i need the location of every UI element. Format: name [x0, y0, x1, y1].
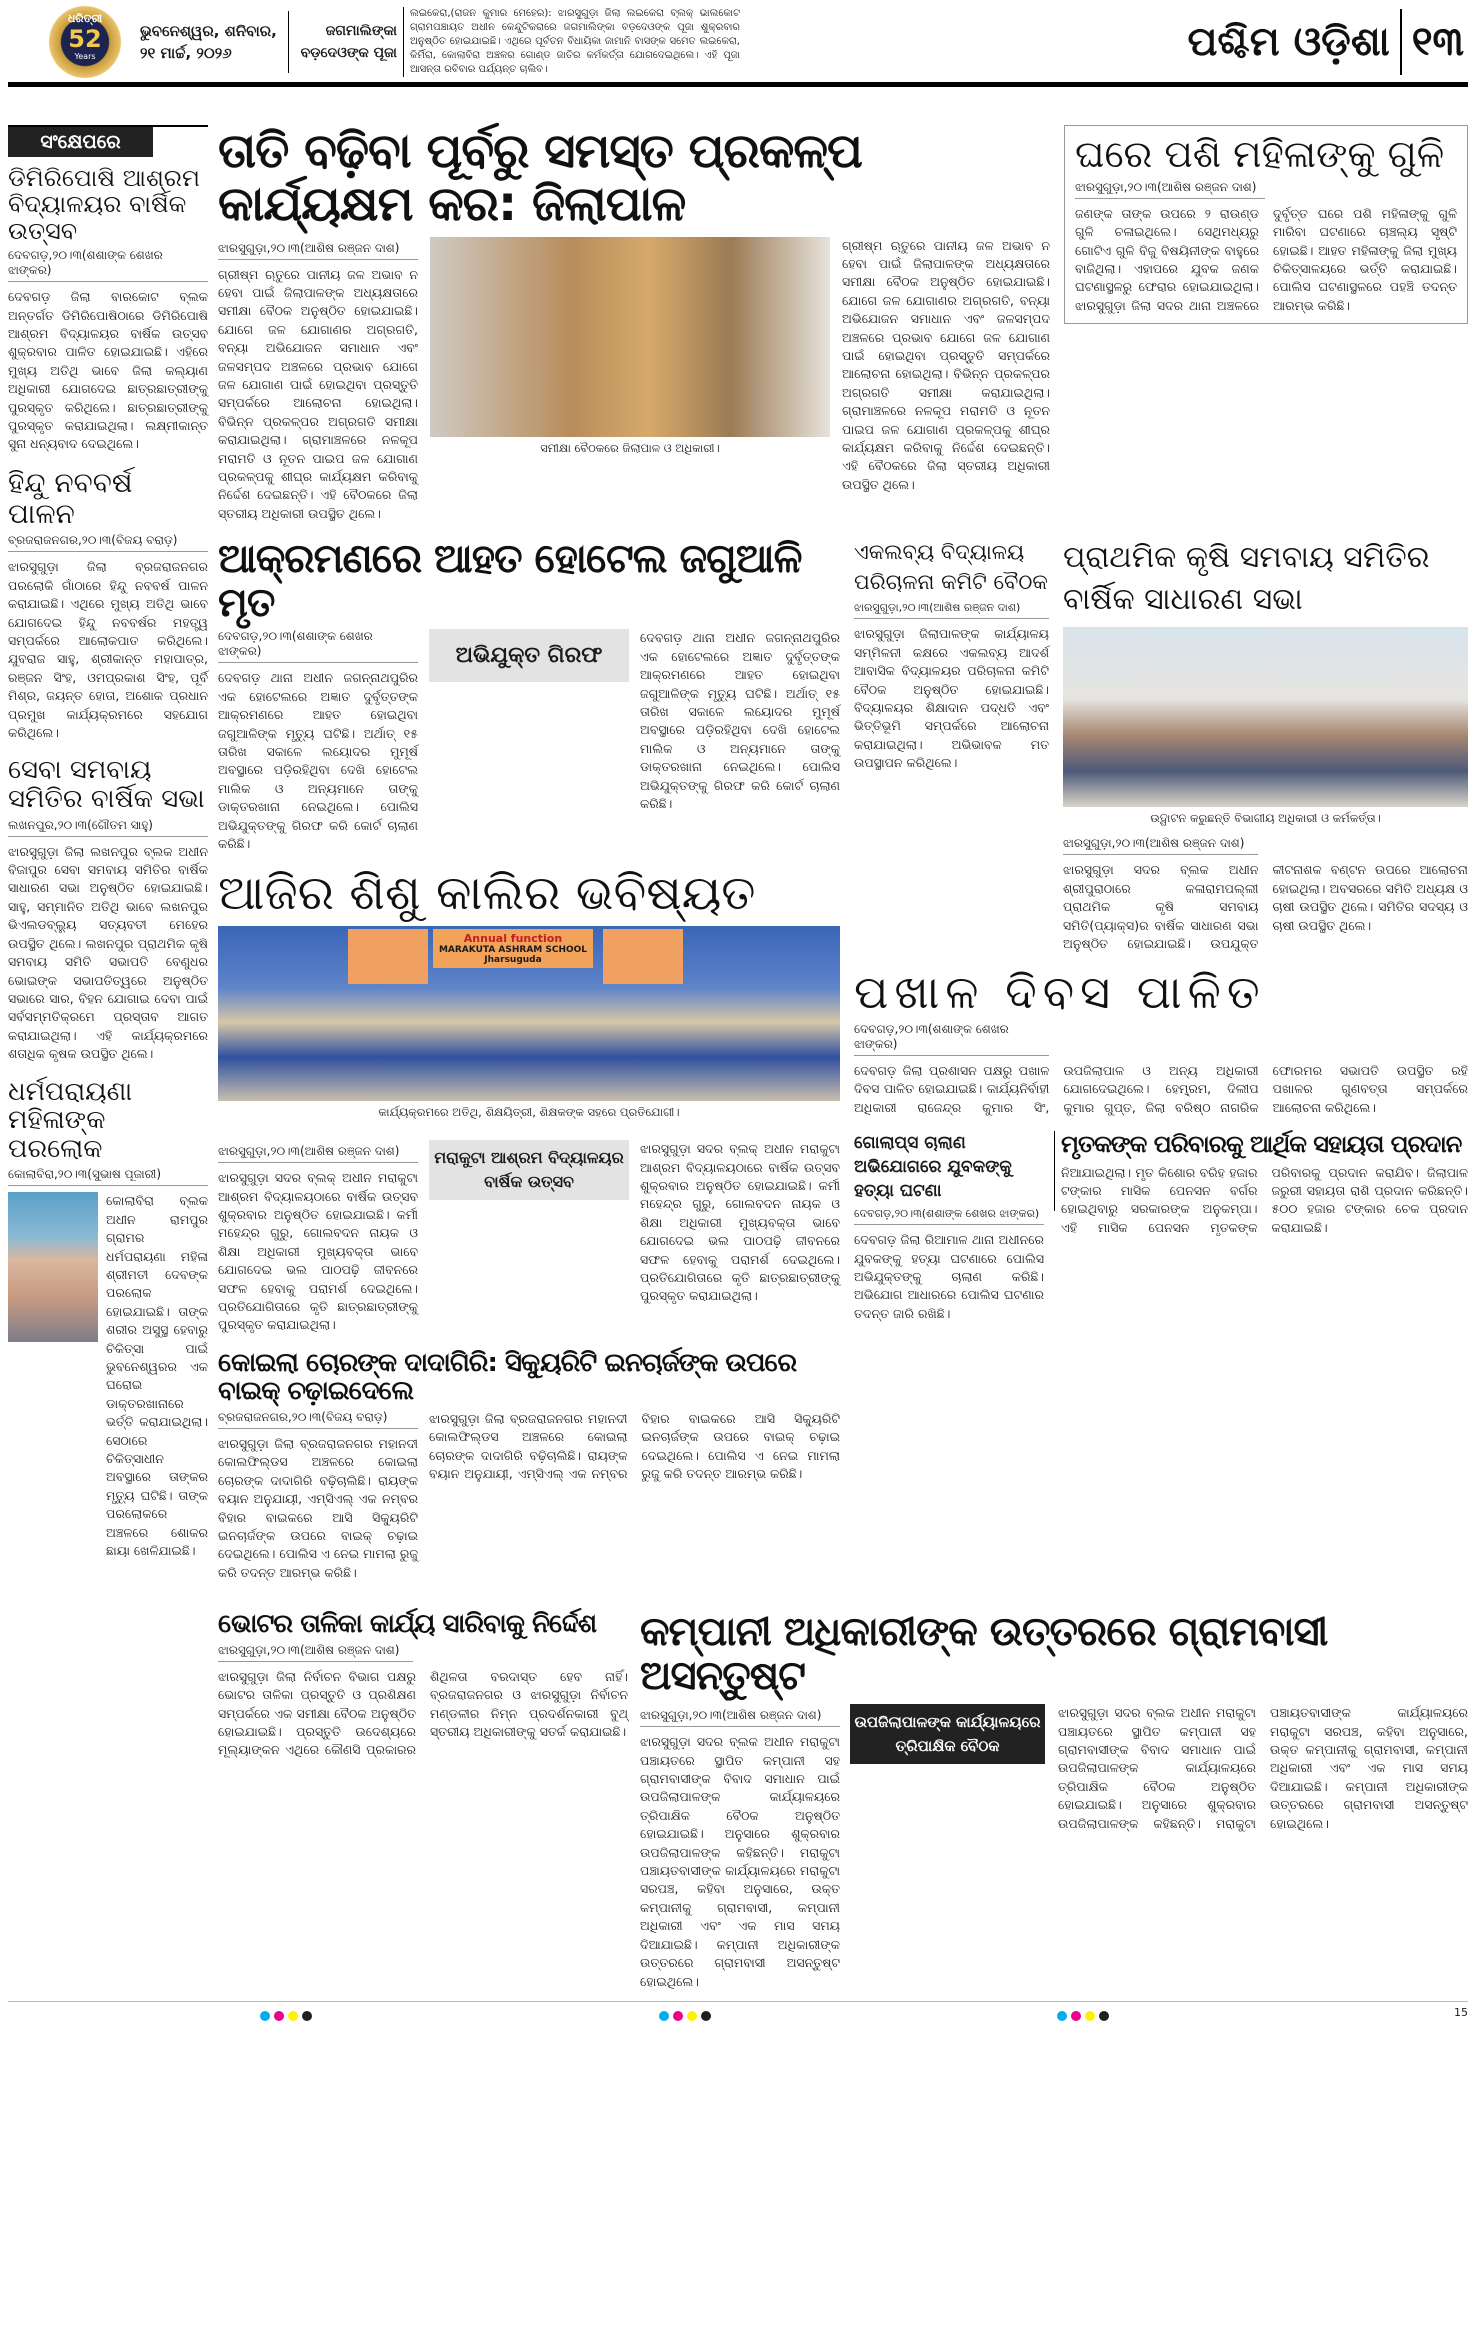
page-number: 15: [1453, 2005, 1468, 2019]
voter-headline: ଭୋଟର ତାଳିକା କାର୍ଯ୍ୟ ସାରିବାକୁ ନିର୍ଦ୍ଦେଶ: [218, 1609, 597, 1640]
aid-article: [1061, 1131, 1468, 1237]
lead-photo: [430, 237, 830, 437]
brief-headline-3: ସେବା ସମବାୟ ସମିତିର ବାର୍ଷିକ ସଭା: [8, 755, 205, 815]
pakhala-headline: ପଖାଳ ଦିବସ ପାଳିତ: [854, 965, 1266, 1020]
article-body: ଝାରସୁଗୁଡ଼ା ଜିଲା ବ୍ରଜରାଜନଗର ମହାନଦୀ କୋଲଫିଲ୍ଡସ ଅଞ୍ଚଳରେ କୋଇଲା ଚୋରଙ୍କ ଦାଦାଗିରି ବଢ଼ିଚାଲିଛି। ରାୟଙ୍କ ବୟାନ ଅନୁଯାୟୀ, ଏମ୍ସିଏଲ୍ ଏକ ନମ୍ବର ବିହାର ବାଇକରେ ଆସି ସିକ୍ୟୁରିଟି ଇନଚାର୍ଜଙ୍କ ଉପରେ ବାଇକ୍ ଚଢ଼ାଇ ଦେଇଥିଲେ। ପୋଲିସ ଏ ନେଇ ମାମଲା ରୁଜୁ କରି ତଦନ୍ତ ଆରମ୍ଭ କରିଛି।: [429, 1410, 840, 1482]
obituary-photo: [8, 1192, 98, 1342]
color-registration-marks: [1055, 2006, 1111, 2025]
lead-article: ତାତି ବଢ଼ିବା ପୂର୍ବରୁ ସମସ୍ତ ପ୍ରକଳ୍ପ କାର୍ଯ୍ୟକ୍ଷମ କର: ଜିଲାପାଳ ଝାରସୁଗୁଡ଼ା,୨୦।୩(ଆଶିଷ ରଞ୍ଜନ ଦାଶ) ଗ୍ରୀଷ୍ମ ଋତୁରେ ପାନୀୟ ଜଳ ଅଭାବ ନ ହେବା ପାଇଁ ଜିଲାପାଳଙ୍କ ଅଧ୍ୟକ୍ଷତାରେ ସମୀକ୍ଷା ବୈଠକ ଅନୁଷ୍ଠିତ ହୋଇଯାଇଛି। ଯୋଗେ ଜଳ ଯୋଗାଣର ଅଗ୍ରଗତି, ବନ୍ୟା ଅଭିଯୋଜନ ସମାଧାନ ଏବଂ ଜଳସମ୍ପଦ ଅଞ୍ଚଳରେ ପ୍ରଭାବ ଯୋଗେ ଜଳ ଯୋଗାଣ ପାଇଁ ହୋଇଥିବା ପ୍ରସ୍ତୁତି ସମ୍ପର୍କରେ ଆଲୋଚନା ହୋଇଥିଲା। ବିଭିନ୍ନ ପ୍ରକଳ୍ପର ଅଗ୍ରଗତି ସମୀକ୍ଷା କରାଯାଇଥିଲା। ଗ୍ରାମାଞ୍ଚଳରେ ନଳକୂପ ମରାମତି ଓ ନୂତନ ପାଇପ ଜଳ ଯୋଗାଣ ପ୍ରକଳ୍ପକୁ ଶୀଘ୍ର କାର୍ଯ୍ୟକ୍ଷମ କରିବାକୁ ନିର୍ଦ୍ଦେଶ ଦେଇଛନ୍ତି। ଏହି ବୈଠକରେ ଜିଲା ସ୍ତରୀୟ ଅଧିକାରୀ ଉପସ୍ଥିତ ଥିଲେ। ସମୀକ୍ଷା ବୈଠକରେ ଜିଲାପାଳ ଓ ଅଧିକାରୀ। ଗ୍ରୀଷ୍ମ ଋତୁରେ ପାନୀୟ ଜଳ ଅଭାବ ନ ହେବା ପାଇଁ ଜିଲାପାଳଙ୍କ ଅଧ୍ୟକ୍ଷତାରେ ସମୀକ୍ଷା ବୈଠକ ଅନୁଷ୍ଠିତ ହୋଇଯାଇଛି। ଯୋଗେ ଜଳ ଯୋଗାଣର ଅଗ୍ରଗତି, ବନ୍ୟା ଅଭିଯୋଜନ ସମାଧାନ ଏବଂ ଜଳସମ୍ପଦ ଅଞ୍ଚଳରେ ପ୍ରଭାବ ଯୋଗେ ଜଳ ଯୋଗାଣ ପାଇଁ ହୋଇଥିବା ପ୍ରସ୍ତୁତି ସମ୍ପର୍କରେ ଆଲୋଚନା ହୋଇଥିଲା। ବିଭିନ୍ନ ପ୍ରକଳ୍ପର ଅଗ୍ରଗତି ସମୀକ୍ଷା କରାଯାଇଥିଲା। ଗ୍ରାମାଞ୍ଚଳରେ ନଳକୂପ ମରାମତି ଓ ନୂତନ ପାଇପ ଜଳ ଯୋଗାଣ ପ୍ରକଳ୍ପକୁ ଶୀଘ୍ର କାର୍ଯ୍ୟକ୍ଷମ କରିବାକୁ ନିର୍ଦ୍ଦେଶ ଦେଇଛନ୍ତି। ଏହି ବୈଠକରେ ଜିଲା ସ୍ତରୀୟ ଅଧିକାରୀ ଉପସ୍ଥିତ ଥିଲେ।: [218, 125, 1050, 523]
article-body: କୋଲାବିରା ବ୍ଲକ ଅଧୀନ ରାମପୁର ଗ୍ରାମର ଧର୍ମପରାୟଣା ମହିଳା ଶ୍ରୀମତୀ ଦେବଙ୍କ ପରଲୋକ ହୋଇଯାଇଛି। ତାଙ୍କ ଶରୀର ଅସୁସ୍ଥ ହେବାରୁ ଚିକିତ୍ସା ପାଇଁ ଭୁବନେଶ୍ୱରର ଏକ ଘରୋଇ ଡାକ୍ତରଖାନାରେ ଭର୍ତ୍ତି କରାଯାଇଥିଲା। ସେଠାରେ ଚିକିତ୍ସାଧୀନ ଅବସ୍ଥାରେ ତାଙ୍କର ମୃତ୍ୟୁ ଘଟିଛି। ତାଙ୍କ ପରଲୋକରେ ଅଞ୍ଚଳରେ ଶୋକର ଛାୟା ଖେଳିଯାଇଛି।: [106, 1193, 208, 1559]
color-dot: [1057, 2011, 1067, 2021]
company-headline: କମ୍ପାନୀ ଅଧିକାରୀଙ୍କ ଉତ୍ତରରେ ଗ୍ରାମବାସୀ ଅସନ୍ତୁଷ୍ଟ: [640, 1609, 1328, 1700]
brief-headline-1: ଡିମିରିପୋଷି ଆଶ୍ରମ ବିଦ୍ୟାଳୟର ବାର୍ଷିକ ଉତ୍ସବ: [8, 164, 200, 245]
brief-article-1: ଡିମିରିପୋଷି ଆଶ୍ରମ ବିଦ୍ୟାଳୟର ବାର୍ଷିକ ଉତ୍ସବ ଦେବଗଡ଼,୨୦।୩(ଶଶାଙ୍କ ଶେଖର ଝାଙ୍କର) ଦେବଗଡ଼ ଜିଲା ବାରକୋଟ ବ୍ଲକ ଅନ୍ତର୍ଗତ ଡିମିରିପୋଷିଠାରେ ଡିମିରିପୋଷି ଆଶ୍ରମ ବିଦ୍ୟାଳୟର ବାର୍ଷିକ ଉତ୍ସବ ଶୁକ୍ରବାର ପାଳିତ ହୋଇଯାଇଛି। ଏହିରେ ମୁଖ୍ୟ ଅତିଥି ଭାବେ ଜିଲା କଲ୍ୟାଣ ଅଧିକାରୀ ଯୋଗଦେଇ ଛାତ୍ରଛାତ୍ରୀଙ୍କୁ ପୁରସ୍କୃତ କରିଥିଲେ। ଛାତ୍ରଛାତ୍ରୀଙ୍କୁ ପୁରସ୍କୃତ କରାଯାଇଥିଲା। ଲକ୍ଷ୍ମୀକାନ୍ତ ସୁନା ଧନ୍ୟବାଦ ଦେଇଥିଲେ।: [8, 165, 208, 454]
article-body: ଝାରସୁଗୁଡ଼ା ସଦର ବ୍ଲକ୍ ଅଧୀନ ମରାକୁଟା ଆଶ୍ରମ ବିଦ୍ୟାଳୟଠାରେ ବାର୍ଷିକ ଉତ୍ସବ ଶୁକ୍ରବାର ଅନୁଷ୍ଠିତ ହୋଇଯାଇଛି। କର୍ମୀ ମହେନ୍ଦ୍ର ଗୁରୁ, ଗୋଲବଦନ ନାୟକ ଓ ଶିକ୍ଷା ଅଧିକାରୀ ମୁଖ୍ୟବକ୍ତା ଭାବେ ଯୋଗଦେଇ ଭଲ ପାଠପଢ଼ି ଜୀବନରେ ସଫଳ ହେବାକୁ ପରାମର୍ଶ ଦେଇଥିଲେ। ପ୍ରତିଯୋଗିତାରେ କୃତି ଛାତ୍ରଛାତ୍ରୀଙ୍କୁ ପୁରସ୍କୃତ କରାଯାଇଥିଲା।: [218, 1170, 418, 1333]
color-registration-marks: [657, 2006, 713, 2025]
article-body: ଗ୍ରୀଷ୍ମ ଋତୁରେ ପାନୀୟ ଜଳ ଅଭାବ ନ ହେବା ପାଇଁ ଜିଲାପାଳଙ୍କ ଅଧ୍ୟକ୍ଷତାରେ ସମୀକ୍ଷା ବୈଠକ ଅନୁଷ୍ଠିତ ହୋଇଯାଇଛି। ଯୋଗେ ଜଳ ଯୋଗାଣର ଅଗ୍ରଗତି, ବନ୍ୟା ଅଭିଯୋଜନ ସମାଧାନ ଏବଂ ଜଳସମ୍ପଦ ଅଞ୍ଚଳରେ ପ୍ରଭାବ ଯୋଗେ ଜଳ ଯୋଗାଣ ପାଇଁ ହୋଇଥିବା ପ୍ରସ୍ତୁତି ସମ୍ପର୍କରେ ଆଲୋଚନା ହୋଇଥିଲା। ବିଭିନ୍ନ ପ୍ରକଳ୍ପର ଅଗ୍ରଗତି ସମୀକ୍ଷା କରାଯାଇଥିଲା। ଗ୍ରାମାଞ୍ଚଳରେ ନଳକୂପ ମରାମତି ଓ ନୂତନ ପାଇପ ଜଳ ଯୋଗାଣ ପ୍ରକଳ୍ପକୁ ଶୀଘ୍ର କାର୍ଯ୍ୟକ୍ଷମ କରିବାକୁ ନିର୍ଦ୍ଦେଶ ଦେଇଛନ୍ତି। ଏହି ବୈଠକରେ ଜିଲା ସ୍ତରୀୟ ଅଧିକାରୀ ଉପସ୍ଥିତ ଥିଲେ।: [218, 266, 418, 521]
eklavya-article: ଏକଲବ୍ୟ ବିଦ୍ୟାଳୟ ପରିଚାଳନା କମିଟି ବୈଠକ ଝାରସୁଗୁଡ଼ା,୨୦।୩(ଆଶିଷ ରଞ୍ଜନ ଦାଶ) ଝାରସୁଗୁଡ଼ା ଜିଲାପାଳଙ୍କ କାର୍ଯ୍ୟାଳୟ ସମ୍ମିଳନୀ କକ୍ଷରେ ଏକଲବ୍ୟ ଆଦର୍ଶ ଆବାସିକ ବିଦ୍ୟାଳୟର ପରିଚାଳନା କମିଟି ବୈଠକ ଅନୁଷ୍ଠିତ ହୋଇଯାଇଛି। ବିଦ୍ୟାଳୟର ଶିକ୍ଷାଦାନ ପଦ୍ଧତି ଏବଂ ଭିତ୍ତିଭୂମି ସମ୍ପର୍କରେ ଆଲୋଚନା କରାଯାଇଥିଲା। ଅଭିଭାବକ ମତ ଉପସ୍ଥାପନ କରିଥିଲେ।: [854, 537, 1049, 772]
hotel-headline: ଆକ୍ରମଣରେ ଆହତ ହୋଟେଲ ଜଗୁଆଳି ମୃତ: [218, 536, 802, 627]
children-headline: ଆଜିର ଶିଶୁ କାଲିର ଭବିଷ୍ୟତ: [218, 865, 756, 922]
color-dot: [1099, 2011, 1109, 2021]
color-dot: [701, 2011, 711, 2021]
krushi-article: ପ୍ରାଥମିକ କୃଷି ସମବାୟ ସମିତିର ବାର୍ଷିକ ସାଧାରଣ ସଭା ଉଦ୍ଘାଟନ କରୁଛନ୍ତି ବିଭାଗୀୟ ଅଧିକାରୀ ଓ କର୍ମକର୍ତ୍ତା। ଝାରସୁଗୁଡ଼ା,୨୦।୩(ଆଶିଷ ରଞ୍ଜନ ଦାଶ) ଝାରସୁଗୁଡ଼ା ସଦର ବ୍ଲକ ଅଧୀନ ଶ୍ରୀପୁରାଠାରେ କଳାରାମପଲ୍ଲୀ ପ୍ରାଥମିକ କୃଷି ସମବାୟ ସମିତି(ପ୍ୟାକ୍ସ)ର ବାର୍ଷିକ ସାଧାରଣ ସଭା ଅନୁଷ୍ଠିତ ହୋଇଯାଇଛି। ଉପଯୁକ୍ତ କୀଟନାଶକ ବଣ୍ଟନ ଉପରେ ଆଲୋଚନା ହୋଇଥିଲା। ଅବସରରେ ସମିତି ଅଧ୍ୟକ୍ଷ ଓ ଚାଷୀ ଉପସ୍ଥିତ ଥିଲେ। ସମିତିର ସଦସ୍ୟ ଓ ଚାଷୀ ଉପସ୍ଥିତ ଥିଲେ।: [1063, 537, 1468, 953]
article-body: ଝାରସୁଗୁଡ଼ା ସଦର ବ୍ଲକ୍ ଅଧୀନ ମରାକୁଟା ଆଶ୍ରମ ବିଦ୍ୟାଳୟଠାରେ ବାର୍ଷିକ ଉତ୍ସବ ଶୁକ୍ରବାର ଅନୁଷ୍ଠିତ ହୋଇଯାଇଛି। କର୍ମୀ ମହେନ୍ଦ୍ର ଗୁରୁ, ଗୋଲବଦନ ନାୟକ ଓ ଶିକ୍ଷା ଅଧିକାରୀ ମୁଖ୍ୟବକ୍ତା ଭାବେ ଯୋଗଦେଇ ଭଲ ପାଠପଢ଼ି ଜୀବନରେ ସଫଳ ହେବାକୁ ପରାମର୍ଶ ଦେଇଥିଲେ। ପ୍ରତିଯୋଗିତାରେ କୃତି ଛାତ୍ରଛାତ୍ରୀଙ୍କୁ ପୁରସ୍କୃତ କରାଯାଇଥିଲା।: [640, 1141, 840, 1304]
banner: Annual function MARAKUTA ASHRAM SCHOOL Jharsuguda: [433, 929, 593, 968]
brief-article-2: ହିନ୍ଦୁ ନବବର୍ଷ ପାଳନ ବ୍ରଜରାଜନଗର,୨୦।୩(ବିଜୟ ବରାଡ଼) ଝାରସୁଗୁଡ଼ା ଜିଲା ବ୍ରଜରାଜନଗର ପରଲୋକି ଗାଁଠାରେ ହିନ୍ଦୁ ନବବର୍ଷ ପାଳନ କରାଯାଇଛି। ଏଥିରେ ମୁଖ୍ୟ ଅତିଥି ଭାବେ ଯୋଗଦେଇ ହିନ୍ଦୁ ନବବର୍ଷର ମହତ୍ତ୍ୱ ସମ୍ପର୍କରେ ଆଲୋକପାତ କରିଥିଲେ। ଯୁବରାଜ ସାହୁ, ଶ୍ରୀକାନ୍ତ ମହାପାତ୍ର, ରଞ୍ଜନ ସିଂହ, ଓମପ୍ରକାଶ ସିଂହ, ପୂର୍ବି ମିଶ୍ର, ଜୟନ୍ତ ହୋତା, ଅଶୋକ ପ୍ରଧାନ ପ୍ରମୁଖ କାର୍ଯ୍ୟକ୍ରମରେ ସହଯୋଗ କରିଥିଲେ।: [8, 468, 208, 743]
brief-article-3: ସେବା ସମବାୟ ସମିତିର ବାର୍ଷିକ ସଭା ଲଖନପୁର,୨୦।୩(ଗୌତମ ସାହୁ) ଝାରସୁଗୁଡ଼ା ଜିଲା ଲଖନପୁର ବ୍ଲକ ଅଧୀନ ବିଜାପୁର ସେବା ସମବାୟ ସମିତିର ବାର୍ଷିକ ସାଧାରଣ ସଭା ଅନୁଷ୍ଠିତ ହୋଇଯାଇଛି। ସାହୁ, ସମ୍ମାନିତ ଅତିଥି ଭାବେ ଲଖନପୁର ଭିଏଲଡବ୍ଲ୍ୟୁ ସତ୍ୟବତୀ ମେହେର ଉପସ୍ଥିତ ଥିଲେ। ଲଖନପୁର ପ୍ରାଥମିକ କୃଷି ସମବାୟ ସମିତି ସଭାପତି ବେଣୁଧର ଭୋଇଙ୍କ ସଭାପତିତ୍ୱରେ ଅନୁଷ୍ଠିତ ସଭାରେ ସାର, ବିହନ ଯୋଗାଇ ଦେବା ପାଇଁ ସର୍ବସମ୍ମତିକ୍ରମେ ପ୍ରସ୍ତାବ ଆଗତ କରାଯାଇଥିଲା। ଏହି କାର୍ଯ୍ୟକ୍ରମରେ ଶତାଧିକ କୃଷକ ଉପସ୍ଥିତ ଥିଲେ।: [8, 756, 208, 1063]
company-subhead: ଉପଜିଲାପାଳଙ୍କ କାର୍ଯ୍ୟାଳୟରେ ତ୍ରିପାକ୍ଷିକ ବୈଠକ: [850, 1704, 1045, 1764]
aid-headline: ମୃତକଙ୍କ ପରିବାରକୁ ଆର୍ଥିକ ସହାୟତା ପ୍ରଦାନ: [1061, 1130, 1462, 1159]
voter-article: ଭୋଟର ତାଳିକା କାର୍ଯ୍ୟ ସାରିବାକୁ ନିର୍ଦ୍ଦେଶ ଝାରସୁଗୁଡ଼ା,୨୦।୩(ଆଶିଷ ରଞ୍ଜନ ଦାଶ) ଝାରସୁଗୁଡ଼ା ଜିଲା ନିର୍ବାଚନ ବିଭାଗ ପକ୍ଷରୁ ଭୋଟର ତାଳିକା ପ୍ରସ୍ତୁତି ଓ ପ୍ରଶିକ୍ଷଣ ସମ୍ପର୍କରେ ଏକ ସମୀକ୍ଷା ବୈଠକ ଅନୁଷ୍ଠିତ ହୋଇଯାଇଛି। ପ୍ରସ୍ତୁତି ଉଦେଶ୍ୟରେ ମୂଲ୍ୟାଙ୍କନ ଏଥିରେ କୌଣସି ପ୍ରକାରର ଶିଥିଳତା ବରଦାସ୍ତ ହେବ ନାହିଁ। ବ୍ରଜରାଜନଗର ଓ ଝାରସୁଗୁଡ଼ା ନିର୍ବାଚନ ମଣ୍ଡଳୀର ନିମ୍ନ ପ୍ରଦର୍ଶନକାରୀ ବୁଥ୍ ସ୍ତରୀୟ ଅଧିକାରୀଙ୍କୁ ସତର୍କ କରାଯାଇଛି।: [218, 1610, 628, 1760]
section-title: ପଶ୍ଚିମ ଓଡ଼ିଶା: [1187, 19, 1390, 65]
color-dot: [1071, 2011, 1081, 2021]
page-body: [8, 125, 1468, 1991]
color-dot: [302, 2011, 312, 2021]
shooting-box: ଘରେ ପଶି ମହିଳାଙ୍କୁ ଗୁଳି ଝାରସୁଗୁଡ଼ା,୨୦।୩(ଆଶିଷ ରଞ୍ଜନ ଦାଶ) ଜଣଙ୍କ ତାଙ୍କ ଉପରେ ୨ ରାଉଣ୍ଡ ଗୁଳି ଚଳାଇଥିଲେ। ସେଥିମଧ୍ୟରୁ ଗୋଟିଏ ଗୁଳି ବିଜୁ ବିଷୟିନୀଙ୍କ ବାହୁରେ ବାଜିଥିଲା। ଏହାପରେ ଯୁବକ ଜଣକ ଘଟଣାସ୍ଥଳରୁ ଫେରାର ହୋଇଯାଇଥିଲା। ଝାରସୁଗୁଡ଼ା ଜିଲା ସଦର ଥାନା ଅଞ୍ଚଳରେ ଦୁର୍ବୃତ୍ତ ଘରେ ପଶି ମହିଳାଙ୍କୁ ଗୁଳି ମାରିବା ଘଟଣାରେ ଚାଞ୍ଚଲ୍ୟ ସୃଷ୍ଟି ହୋଇଛି। ଆହତ ମହିଳାଙ୍କୁ ଜିଲା ମୁଖ୍ୟ ଚିକିତ୍ସାଳୟରେ ଭର୍ତ୍ତି କରାଯାଇଛି। ପୋଲିସ ଘଟଣାସ୍ଥଳରେ ପହଞ୍ଚି ତଦନ୍ତ ଆରମ୍ଭ କରିଛି।: [1064, 125, 1468, 324]
brief-article-4: ଧର୍ମପରାୟଣା ମହିଳାଙ୍କ ପରଲୋକ କୋଲାବିରା,୨୦।୩(ସୁଭାଷ ପୂଜାରୀ) କୋଲାବିରା ବ୍ଲକ ଅଧୀନ ରାମପୁର ଗ୍ରାମର ଧର୍ମପରାୟଣା ମହିଳା ଶ୍ରୀମତୀ ଦେବଙ୍କ ପରଲୋକ ହୋଇଯାଇଛି। ତାଙ୍କ ଶରୀର ଅସୁସ୍ଥ ହେବାରୁ ଚିକିତ୍ସା ପାଇଁ ଭୁବନେଶ୍ୱରର ଏକ ଘରୋଇ ଡାକ୍ତରଖାନାରେ ଭର୍ତ୍ତି କରାଯାଇଥିଲା। ସେଠାରେ ଚିକିତ୍ସାଧୀନ ଅବସ୍ଥାରେ ତାଙ୍କର ମୃତ୍ୟୁ ଘଟିଛି। ତାଙ୍କ ପରଲୋକରେ ଅଞ୍ଚଳରେ ଶୋକର ଛାୟା ଖେଳିଯାଇଛି।: [8, 1078, 208, 1561]
brief-headline-2: ହିନ୍ଦୁ ନବବର୍ଷ ପାଳନ: [8, 465, 133, 530]
coal-headline: କୋଇଲା ଚୋରଙ୍କ ଦାଦାଗିରି: ସିକ୍ୟୁରିଟି ଇନଚାର୍ଜଙ୍କ ଉପରେ ବାଇକ୍ ଚଢ଼ାଇଦେଲେ: [218, 1347, 797, 1407]
masthead-rule: [8, 82, 1468, 87]
article-body: ଝାରସୁଗୁଡ଼ା ଜିଲା ବ୍ରଜରାଜନଗର ପରଲୋକି ଗାଁଠାରେ ହିନ୍ଦୁ ନବବର୍ଷ ପାଳନ କରାଯାଇଛି। ଏଥିରେ ମୁଖ୍ୟ ଅତିଥି ଭାବେ ଯୋଗଦେଇ ହିନ୍ଦୁ ନବବର୍ଷର ମହତ୍ତ୍ୱ ସମ୍ପର୍କରେ ଆଲୋକପାତ କରିଥିଲେ। ଯୁବରାଜ ସାହୁ, ଶ୍ରୀକାନ୍ତ ମହାପାତ୍ର, ରଞ୍ଜନ ସିଂହ, ଓମପ୍ରକାଶ ସିଂହ, ପୂର୍ବି ମିଶ୍ର, ଜୟନ୍ତ ହୋତା, ଅଶୋକ ପ୍ରଧାନ ପ୍ରମୁଖ କାର୍ଯ୍ୟକ୍ରମରେ ସହଯୋଗ କରିଥିଲେ।: [8, 559, 208, 741]
color-dot: [1085, 2011, 1095, 2021]
hotel-subhead: ଅଭିଯୁକ୍ତ ଗିରଫ: [429, 629, 629, 682]
hotel-article: ଆକ୍ରମଣରେ ଆହତ ହୋଟେଲ ଜଗୁଆଳି ମୃତ ଦେବଗଡ଼,୨୦।୩(ଶଶାଙ୍କ ଶେଖର ଝାଙ୍କର) ଦେବଗଡ଼ ଥାନା ଅଧୀନ ଜଗନ୍ନାଥପୁରିର ଏକ ହୋଟେଲରେ ଅଜ୍ଞାତ ଦୁର୍ବୃତ୍ତଙ୍କ ଆକ୍ରମଣରେ ଆହତ ହୋଇଥିବା ଜଗୁଆଳିଙ୍କ ମୃତ୍ୟୁ ଘଟିଛି। ଅର୍ଥାତ୍ ୧୫ ତାରିଖ ସକାଳେ ଲୟୋଦର ମୁମୂର୍ଷ ଅବସ୍ଥାରେ ପଡ଼ିରହିଥିବା ଦେଖି ହୋଟେଲ ମାଲିକ ଓ ଅନ୍ୟମାନେ ତାଙ୍କୁ ଡାକ୍ତରଖାନା ନେଇଥିଲେ। ପୋଲିସ ଅଭିଯୁକ୍ତଙ୍କୁ ଗିରଫ କରି କୋର୍ଟ ଚାଲାଣ କରିଛି। ଅଭିଯୁକ୍ତ ଗିରଫ ଦେବଗଡ଼ ଥାନା ଅଧୀନ ଜଗନ୍ନାଥପୁରିର ଏକ ହୋଟେଲରେ ଅଜ୍ଞାତ ଦୁର୍ବୃତ୍ତଙ୍କ ଆକ୍ରମଣରେ ଆହତ ହୋଇଥିବା ଜଗୁଆଳିଙ୍କ ମୃତ୍ୟୁ ଘଟିଛି। ଅର୍ଥାତ୍ ୧୫ ତାରିଖ ସକାଳେ ଲୟୋଦର ମୁମୂର୍ଷ ଅବସ୍ଥାରେ ପଡ଼ିରହିଥିବା ଦେଖି ହୋଟେଲ ମାଲିକ ଓ ଅନ୍ୟମାନେ ତାଙ୍କୁ ଡାକ୍ତରଖାନା ନେଇଥିଲେ। ପୋଲିସ ଅଭିଯୁକ୍ତଙ୍କୁ ଗିରଫ କରି କୋର୍ଟ ଚାଲାଣ କରିଛି।: [218, 537, 840, 853]
color-dot: [659, 2011, 669, 2021]
article-body: ଝାରସୁଗୁଡ଼ା ଜିଲା ବ୍ରଜରାଜନଗର ମହାନଦୀ କୋଲଫିଲ୍ଡସ ଅଞ୍ଚଳରେ କୋଇଲା ଚୋରଙ୍କ ଦାଦାଗିରି ବଢ଼ିଚାଲିଛି। ରାୟଙ୍କ ବୟାନ ଅନୁଯାୟୀ, ଏମ୍ସିଏଲ୍ ଏକ ନମ୍ବର ବିହାର ବାଇକରେ ଆସି ସିକ୍ୟୁରିଟି ଇନଚାର୍ଜଙ୍କ ଉପରେ ବାଇକ୍ ଚଢ଼ାଇ ଦେଇଥିଲେ। ପୋଲିସ ଏ ନେଇ ମାମଲା ରୁଜୁ କରି ତଦନ୍ତ ଆରମ୍ଭ କରିଛି।: [218, 1435, 418, 1580]
article-body: ଝାରସୁଗୁଡ଼ା ଜିଲା ଲଖନପୁର ବ୍ଲକ ଅଧୀନ ବିଜାପୁର ସେବା ସମବାୟ ସମିତିର ବାର୍ଷିକ ସାଧାରଣ ସଭା ଅନୁଷ୍ଠିତ ହୋଇଯାଇଛି। ସାହୁ, ସମ୍ମାନିତ ଅତିଥି ଭାବେ ଲଖନପୁର ଭିଏଲଡବ୍ଲ୍ୟୁ ସତ୍ୟବତୀ ମେହେର ଉପସ୍ଥିତ ଥିଲେ। ଲଖନପୁର ପ୍ରାଥମିକ କୃଷି ସମବାୟ ସମିତି ସଭାପତି ବେଣୁଧର ଭୋଇଙ୍କ ସଭାପତିତ୍ୱରେ ଅନୁଷ୍ଠିତ ସଭାରେ ସାର, ବିହନ ଯୋଗାଇ ଦେବା ପାଇଁ ସର୍ବସମ୍ମତିକ୍ରମେ ପ୍ରସ୍ତାବ ଆଗତ କରାଯାଇଥିଲା। ଏହି କାର୍ଯ୍ୟକ୍ରମରେ ଶତାଧିକ କୃଷକ ଉପସ୍ଥିତ ଥିଲେ।: [8, 843, 208, 1062]
color-dot: [288, 2011, 298, 2021]
article-body: ଝାରସୁଗୁଡ଼ା ସଦର ବ୍ଲକ ଅଧୀନ ମରାକୁଟା ପଞ୍ଚାୟତରେ ସ୍ଥାପିତ କମ୍ପାନୀ ସହ ଗ୍ରାମବାସୀଙ୍କ ବିବାଦ ସମାଧାନ ପାଇଁ ଉପଜିଲାପାଳଙ୍କ କାର୍ଯ୍ୟାଳୟରେ ତ୍ରିପାକ୍ଷିକ ବୈଠକ ଅନୁଷ୍ଠିତ ହୋଇଯାଇଛି। ଅନୁସାରେ ଶୁକ୍ରବାର ଉପଜିଲାପାଳଙ୍କ କହିଛନ୍ତି। ମରାକୁଟା ପଞ୍ଚାୟତବାସୀଙ୍କ କାର୍ଯ୍ୟାଳୟରେ ମରାକୁଟା ସରପଞ୍ଚ, କହିବା ଅନୁସାରେ, ଉକ୍ତ କମ୍ପାନୀକୁ ଗ୍ରାମବାସୀ, କମ୍ପାନୀ ଅଧିକାରୀ ଏବଂ ଏକ ମାସ ସମୟ ଦିଆଯାଇଛି। କମ୍ପାନୀ ଅଧିକାରୀଙ୍କ ଉତ୍ତରରେ ଗ୍ରାମବାସୀ ଅସନ୍ତୁଷ୍ଟ ହୋଇଥିଲେ।: [640, 1734, 840, 1989]
article-body: ଝାରସୁଗୁଡ଼ା ସଦର ବ୍ଲକ ଅଧୀନ ଶ୍ରୀପୁରାଠାରେ କଳାରାମପଲ୍ଲୀ ପ୍ରାଥମିକ କୃଷି ସମବାୟ ସମିତି(ପ୍ୟାକ୍ସ)ର ବାର୍ଷିକ ସାଧାରଣ ସଭା ଅନୁଷ୍ଠିତ ହୋଇଯାଇଛି। ଉପଯୁକ୍ତ କୀଟନାଶକ ବଣ୍ଟନ ଉପରେ ଆଲୋଚନା ହୋଇଥିଲା। ଅବସରରେ ସମିତି ଅଧ୍ୟକ୍ଷ ଓ ଚାଷୀ ଉପସ୍ଥିତ ଥିଲେ। ସମିତିର ସଦସ୍ୟ ଓ ଚାଷୀ ଉପସ୍ଥିତ ଥିଲେ।: [1063, 862, 1468, 951]
children-article: ଆଜିର ଶିଶୁ କାଲିର ଭବିଷ୍ୟତ Annual function MARAKUTA ASHRAM SCHOOL Jharsuguda କାର୍ଯ୍ୟକ୍ରମରେ ଅତିଥି, ଶିକ୍ଷୟିତ୍ରୀ, ଶିକ୍ଷକଙ୍କ ସହରେ ପ୍ରତିଯୋଗୀ।: [218, 867, 840, 1126]
logo: ଧରିତ୍ରୀ 52 Years: [40, 4, 130, 80]
marakuta-subhead: ମରାକୁଟା ଆଶ୍ରମ ବିଦ୍ୟାଳୟର ବାର୍ଷିକ ଉତ୍ସବ: [429, 1140, 629, 1200]
article-body: ଦେବଗଡ଼ ଥାନା ଅଧୀନ ଜଗନ୍ନାଥପୁରିର ଏକ ହୋଟେଲରେ ଅଜ୍ଞାତ ଦୁର୍ବୃତ୍ତଙ୍କ ଆକ୍ରମଣରେ ଆହତ ହୋଇଥିବା ଜଗୁଆଳିଙ୍କ ମୃତ୍ୟୁ ଘଟିଛି। ଅର୍ଥାତ୍ ୧୫ ତାରିଖ ସକାଳେ ଲୟୋଦର ମୁମୂର୍ଷ ଅବସ୍ଥାରେ ପଡ଼ିରହିଥିବା ଦେଖି ହୋଟେଲ ମାଲିକ ଓ ଅନ୍ୟମାନେ ତାଙ୍କୁ ଡାକ୍ତରଖାନା ନେଇଥିଲେ। ପୋଲିସ ଅଭିଯୁକ୍ତଙ୍କୁ ଗିରଫ କରି କୋର୍ଟ ଚାଲାଣ କରିଛି।: [218, 670, 418, 851]
color-dot: [687, 2011, 697, 2021]
article-body: ଜଣଙ୍କ ତାଙ୍କ ଉପରେ ୨ ରାଉଣ୍ଡ ଗୁଳି ଚଳାଇଥିଲେ। ସେଥିମଧ୍ୟରୁ ଗୋଟିଏ ଗୁଳି ବିଜୁ ବିଷୟିନୀଙ୍କ ବାହୁରେ ବାଜିଥିଲା। ଏହାପରେ ଯୁବକ ଜଣକ ଘଟଣାସ୍ଥଳରୁ ଫେରାର ହୋଇଯାଇଥିଲା। ଝାରସୁଗୁଡ଼ା ଜିଲା ସଦର ଥାନା ଅଞ୍ଚଳରେ ଦୁର୍ବୃତ୍ତ ଘରେ ପଶି ମହିଳାଙ୍କୁ ଗୁଳି ମାରିବା ଘଟଣାରେ ଚାଞ୍ଚଲ୍ୟ ସୃଷ୍ଟି ହୋଇଛି। ଆହତ ମହିଳାଙ୍କୁ ଜିଲା ମୁଖ୍ୟ ଚିକିତ୍ସାଳୟରେ ଭର୍ତ୍ତି କରାଯାଇଛି। ପୋଲିସ ଘଟଣାସ୍ଥଳରେ ପହଞ୍ଚି ତଦନ୍ତ ଆରମ୍ଭ କରିଛି।: [1075, 205, 1457, 313]
color-dot: [673, 2011, 683, 2021]
lead-headline: ତାତି ବଢ଼ିବା ପୂର୍ବରୁ ସମସ୍ତ ପ୍ରକଳ୍ପ କାର୍ଯ୍ୟକ୍ଷମ କର: ଜିଲାପାଳ: [218, 123, 862, 232]
company-article: କମ୍ପାନୀ ଅଧିକାରୀଙ୍କ ଉତ୍ତରରେ ଗ୍ରାମବାସୀ ଅସନ୍ତୁଷ୍ଟ ଝାରସୁଗୁଡ଼ା,୨୦।୩(ଆଶିଷ ରଞ୍ଜନ ଦାଶ) ଝାରସୁଗୁଡ଼ା ସଦର ବ୍ଲକ ଅଧୀନ ମରାକୁଟା ପଞ୍ଚାୟତରେ ସ୍ଥାପିତ କମ୍ପାନୀ ସହ ଗ୍ରାମବାସୀଙ୍କ ବିବାଦ ସମାଧାନ ପାଇଁ ଉପଜିଲାପାଳଙ୍କ କାର୍ଯ୍ୟାଳୟରେ ତ୍ରିପାକ୍ଷିକ ବୈଠକ ଅନୁଷ୍ଠିତ ହୋଇଯାଇଛି। ଅନୁସାରେ ଶୁକ୍ରବାର ଉପଜିଲାପାଳଙ୍କ କହିଛନ୍ତି। ମରାକୁଟା ପଞ୍ଚାୟତବାସୀଙ୍କ କାର୍ଯ୍ୟାଳୟରେ ମରାକୁଟା ସରପଞ୍ଚ, କହିବା ଅନୁସାରେ, ଉକ୍ତ କମ୍ପାନୀକୁ ଗ୍ରାମବାସୀ, କମ୍ପାନୀ ଅଧିକାରୀ ଏବଂ ଏକ ମାସ ସମୟ ଦିଆଯାଇଛି। କମ୍ପାନୀ ଅଧିକାରୀଙ୍କ ଉତ୍ତରରେ ଗ୍ରାମବାସୀ ଅସନ୍ତୁଷ୍ଟ ହୋଇଥିଲେ। ଉପଜିଲାପାଳଙ୍କ କାର୍ଯ୍ୟାଳୟରେ ତ୍ରିପାକ୍ଷିକ ବୈଠକ ଝାରସୁଗୁଡ଼ା ସଦର ବ୍ଲକ ଅଧୀନ ମରାକୁଟା ପଞ୍ଚାୟତରେ ସ୍ଥାପିତ କମ୍ପାନୀ ସହ ଗ୍ରାମବାସୀଙ୍କ ବିବାଦ ସମାଧାନ ପାଇଁ ଉପଜିଲାପାଳଙ୍କ କାର୍ଯ୍ୟାଳୟରେ ତ୍ରିପାକ୍ଷିକ ବୈଠକ ଅନୁଷ୍ଠିତ ହୋଇଯାଇଛି। ଅନୁସାରେ ଶୁକ୍ରବାର ଉପଜିଲାପାଳଙ୍କ କହିଛନ୍ତି। ମରାକୁଟା ପଞ୍ଚାୟତବାସୀଙ୍କ କାର୍ଯ୍ୟାଳୟରେ ମରାକୁଟା ସରପଞ୍ଚ, କହିବା ଅନୁସାରେ, ଉକ୍ତ କମ୍ପାନୀକୁ ଗ୍ରାମବାସୀ, କମ୍ପାନୀ ଅଧିକାରୀ ଏବଂ ଏକ ମାସ ସମୟ ଦିଆଯାଇଛି। କମ୍ପାନୀ ଅଧିକାରୀଙ୍କ ଉତ୍ତରରେ ଗ୍ରାମବାସୀ ଅସନ୍ତୁଷ୍ଟ ହୋଇଥିଲେ।: [640, 1610, 1468, 1991]
pakhala-article: ପଖାଳ ଦିବସ ପାଳିତ ଦେବଗଡ଼,୨୦।୩(ଶଶାଙ୍କ ଶେଖର ଝାଙ୍କର) ଦେବଗଡ଼ ଜିଲା ପ୍ରଶାସନ ପକ୍ଷରୁ ପଖାଳ ଦିବସ ପାଳିତ ହୋଇଯାଇଛି। କାର୍ଯ୍ୟନିର୍ବାହୀ ଅଧିକାରୀ ରାଜେନ୍ଦ୍ର କୁମାର ସିଂ, ଉପଜିଲାପାଳ ଓ ଅନ୍ୟ ଅଧିକାରୀ ଯୋଗଦେଇଥିଲେ। ହେମ୍ବ୍ରମ, ଦିଲୀପ କୁମାର ଗୁପ୍ତ, ଜିଲା ବରିଷ୍ଠ ନାଗରିକ ଫୋରମର ସଭାପତି ଉପସ୍ଥିତ ରହି ପଖାଳର ଗୁଣବତ୍ତା ସମ୍ପର୍କରେ ଆଲୋଚନା କରିଥିଲେ।: [854, 967, 1468, 1117]
color-registration-marks: [258, 2006, 314, 2025]
eklavya-headline: ଏକଲବ୍ୟ ବିଦ୍ୟାଳୟ ପରିଚାଳନା କମିଟି ବୈଠକ: [854, 540, 1048, 595]
krushi-photo: [1063, 627, 1468, 807]
brief-headline-4: ଧର୍ମପରାୟଣା ମହିଳାଙ୍କ ପରଲୋକ: [8, 1076, 133, 1164]
top-brief-text: ଲଇକେରା,(ରାଜନ କୁମାର ମେହେର): ଝାରସୁଗୁଡ଼ା ଜିଲା ଲଇକେରା ବ୍ଲକ୍ ଭାଲକୋଟ ଗ୍ରାମପଞ୍ଚାୟତ ଅଧୀନ କେନ୍ଦୁଟିକରାରେ ଜଗମାଲିଙ୍କା ବଡ଼ଦେଓଙ୍କ ପୂଜା ଶୁକ୍ରବାର ଅନୁଷ୍ଠିତ ହୋଇଯାଇଛି। ଏଥିରେ ପୂର୍ବତନ ବିଧାୟିକା ଜାମାନି ବାସଙ୍କ ସମେତ ଲଇକେରା, କିର୍ମିରା, କୋଲାବିରା ଅଞ୍ଚଳର ଗୋଣ୍ଡ ଜାତିର କର୍ମକର୍ତ୍ତା ଯୋଗଦେଇଥିଲେ। ଏହି ପୂଜା ଆସନ୍ତା ରବିବାର ପର୍ଯ୍ୟନ୍ତ ଚାଲିବ।: [410, 8, 740, 75]
color-dot: [274, 2011, 284, 2021]
article-body: ଦେବଗଡ଼ ଜିଲା ପ୍ରଶାସନ ପକ୍ଷରୁ ପଖାଳ ଦିବସ ପାଳିତ ହୋଇଯାଇଛି। କାର୍ଯ୍ୟନିର୍ବାହୀ ଅଧିକାରୀ ରାଜେନ୍ଦ୍ର କୁମାର ସିଂ, ଉପଜିଲାପାଳ ଓ ଅନ୍ୟ ଅଧିକାରୀ ଯୋଗଦେଇଥିଲେ। ହେମ୍ବ୍ରମ, ଦିଲୀପ କୁମାର ଗୁପ୍ତ, ଜିଲା ବରିଷ୍ଠ ନାଗରିକ ଫୋରମର ସଭାପତି ଉପସ୍ଥିତ ରହି ପଖାଳର ଗୁଣବତ୍ତା ସମ୍ପର୍କରେ ଆଲୋଚନା କରିଥିଲେ।: [854, 1062, 1468, 1115]
article-body: ଦେବଗଡ଼ ଥାନା ଅଧୀନ ଜଗନ୍ନାଥପୁରିର ଏକ ହୋଟେଲରେ ଅଜ୍ଞାତ ଦୁର୍ବୃତ୍ତଙ୍କ ଆକ୍ରମଣରେ ଆହତ ହୋଇଥିବା ଜଗୁଆଳିଙ୍କ ମୃତ୍ୟୁ ଘଟିଛି। ଅର୍ଥାତ୍ ୧୫ ତାରିଖ ସକାଳେ ଲୟୋଦର ମୁମୂର୍ଷ ଅବସ୍ଥାରେ ପଡ଼ିରହିଥିବା ଦେଖି ହୋଟେଲ ମାଲିକ ଓ ଅନ୍ୟମାନେ ତାଙ୍କୁ ଡାକ୍ତରଖାନା ନେଇଥିଲେ। ପୋଲିସ ଅଭିଯୁକ୍ତଙ୍କୁ ଗିରଫ କରି କୋର୍ଟ ଚାଲାଣ କରିଛି।: [640, 630, 840, 811]
footer: [8, 2002, 1468, 2025]
article-body: ଝାରସୁଗୁଡ଼ା ସଦର ବ୍ଲକ ଅଧୀନ ମରାକୁଟା ପଞ୍ଚାୟତରେ ସ୍ଥାପିତ କମ୍ପାନୀ ସହ ଗ୍ରାମବାସୀଙ୍କ ବିବାଦ ସମାଧାନ ପାଇଁ ଉପଜିଲାପାଳଙ୍କ କାର୍ଯ୍ୟାଳୟରେ ତ୍ରିପାକ୍ଷିକ ବୈଠକ ଅନୁଷ୍ଠିତ ହୋଇଯାଇଛି। ଅନୁସାରେ ଶୁକ୍ରବାର ଉପଜିଲାପାଳଙ୍କ କହିଛନ୍ତି। ମରାକୁଟା ପଞ୍ଚାୟତବାସୀଙ୍କ କାର୍ଯ୍ୟାଳୟରେ ମରାକୁଟା ସରପଞ୍ଚ, କହିବା ଅନୁସାରେ, ଉକ୍ତ କମ୍ପାନୀକୁ ଗ୍ରାମବାସୀ, କମ୍ପାନୀ ଅଧିକାରୀ ଏବଂ ଏକ ମାସ ସମୟ ଦିଆଯାଇଛି। କମ୍ପାନୀ ଅଧିକାରୀଙ୍କ ଉତ୍ତରରେ ଗ୍ରାମବାସୀ ଅସନ୍ତୁଷ୍ଟ ହୋଇଥିଲେ।: [1058, 1705, 1468, 1831]
dateline: ଭୁବନେଶ୍ୱର, ଶନିବାର, ୨୧ ମାର୍ଚ୍ଚ, ୨୦୨୬: [140, 22, 277, 62]
top-brief-title: ଜଗମାଲିଙ୍କା ବଡ଼ଦେଓଙ୍କ ପୂଜା: [300, 23, 397, 61]
article-body: ଦେବଗଡ଼ ଜିଲା ବାରକୋଟ ବ୍ଲକ ଅନ୍ତର୍ଗତ ଡିମିରିପୋଷିଠାରେ ଡିମିରିପୋଷି ଆଶ୍ରମ ବିଦ୍ୟାଳୟର ବାର୍ଷିକ ଉତ୍ସବ ଶୁକ୍ରବାର ପାଳିତ ହୋଇଯାଇଛି। ଏହିରେ ମୁଖ୍ୟ ଅତିଥି ଭାବେ ଜିଲା କଲ୍ୟାଣ ଅଧିକାରୀ ଯୋଗଦେଇ ଛାତ୍ରଛାତ୍ରୀଙ୍କୁ ପୁରସ୍କୃତ କରିଥିଲେ। ଛାତ୍ରଛାତ୍ରୀଙ୍କୁ ପୁରସ୍କୃତ କରାଯାଇଥିଲା। ଲକ୍ଷ୍ମୀକାନ୍ତ ସୁନା ଧନ୍ୟବାଦ ଦେଇଥିଲେ।: [8, 289, 208, 452]
golaps-article: ଗୋଲାପ୍ସ ଚାଲାଣ ଅଭିଯୋଗରେ ଯୁବକଙ୍କୁ ହତ୍ୟା ଘଟଣା ଦେବଗଡ଼,୨୦।୩(ଶଶାଙ୍କ ଶେଖର ଝାଙ୍କର) ଦେବଗଡ଼ ଜିଲା ରିଆମାଳ ଥାନା ଅଧୀନରେ ଯୁବକଙ୍କୁ ହତ୍ୟା ଘଟଣାରେ ପୋଲିସ ଅଭିଯୁକ୍ତଙ୍କୁ ଚାଲାଣ କରିଛି। ଅଭିଯୋଗ ଆଧାରରେ ପୋଲିସ ଘଟଣାର ତଦନ୍ତ ଜାରି ରଖିଛି।: [854, 1131, 1044, 1323]
page-number-odia: ୧୩: [1411, 19, 1464, 65]
shooting-headline: ଘରେ ପଶି ମହିଳାଙ୍କୁ ଗୁଳି: [1075, 132, 1445, 176]
article-body: ନିଆଯାଇଥିଲା। ମୃତ କିଶୋର ବରିହ ହଜାର ଟଙ୍କାର ମାସିକ ପେନସନ ବର୍ଗର ହୋଇଥିବାରୁ ସରକାରଙ୍କ ଅନୁକମ୍ପା। ଏହି ମାସିକ ପେନସନ ମୃତକଙ୍କ ପରିବାରକୁ ପ୍ରଦାନ କରାଯିବ। ଜିଲାପାଳ ଜରୁରୀ ସହାୟତା ରାଶି ପ୍ରଦାନ କରିଛନ୍ତି। ୫୦୦ ହଜାର ଟଙ୍କାର ଚେକ ପ୍ରଦାନ କରାଯାଇଛି।: [1061, 1164, 1468, 1235]
marakuta-article: ଝାରସୁଗୁଡ଼ା,୨୦।୩(ଆଶିଷ ରଞ୍ଜନ ଦାଶ) ଝାରସୁଗୁଡ଼ା ସଦର ବ୍ଲକ୍ ଅଧୀନ ମରାକୁଟା ଆଶ୍ରମ ବିଦ୍ୟାଳୟଠାରେ ବାର୍ଷିକ ଉତ୍ସବ ଶୁକ୍ରବାର ଅନୁଷ୍ଠିତ ହୋଇଯାଇଛି। କର୍ମୀ ମହେନ୍ଦ୍ର ଗୁରୁ, ଗୋଲବଦନ ନାୟକ ଓ ଶିକ୍ଷା ଅଧିକାରୀ ମୁଖ୍ୟବକ୍ତା ଭାବେ ଯୋଗଦେଇ ଭଲ ପାଠପଢ଼ି ଜୀବନରେ ସଫଳ ହେବାକୁ ପରାମର୍ଶ ଦେଇଥିଲେ। ପ୍ରତିଯୋଗିତାରେ କୃତି ଛାତ୍ରଛାତ୍ରୀଙ୍କୁ ପୁରସ୍କୃତ କରାଯାଇଥିଲା। ମରାକୁଟା ଆଶ୍ରମ ବିଦ୍ୟାଳୟର ବାର୍ଷିକ ଉତ୍ସବ ଝାରସୁଗୁଡ଼ା ସଦର ବ୍ଲକ୍ ଅଧୀନ ମରାକୁଟା ଆଶ୍ରମ ବିଦ୍ୟାଳୟଠାରେ ବାର୍ଷିକ ଉତ୍ସବ ଶୁକ୍ରବାର ଅନୁଷ୍ଠିତ ହୋଇଯାଇଛି। କର୍ମୀ ମହେନ୍ଦ୍ର ଗୁରୁ, ଗୋଲବଦନ ନାୟକ ଓ ଶିକ୍ଷା ଅଧିକାରୀ ମୁଖ୍ୟବକ୍ତା ଭାବେ ଯୋଗଦେଇ ଭଲ ପାଠପଢ଼ି ଜୀବନରେ ସଫଳ ହେବାକୁ ପରାମର୍ଶ ଦେଇଥିଲେ। ପ୍ରତିଯୋଗିତାରେ କୃତି ଛାତ୍ରଛାତ୍ରୀଙ୍କୁ ପୁରସ୍କୃତ କରାଯାଇଥିଲା।: [218, 1140, 840, 1335]
golaps-headline: ଗୋଲାପ୍ସ ଚାଲାଣ ଅଭିଯୋଗରେ ଯୁବକଙ୍କୁ ହତ୍ୟା ଘଟଣା: [854, 1133, 1012, 1202]
brief-column: [8, 125, 208, 1574]
coal-article: କୋଇଲା ଚୋରଙ୍କ ଦାଦାଗିରି: ସିକ୍ୟୁରିଟି ଇନଚାର୍ଜଙ୍କ ଉପରେ ବାଇକ୍ ଚଢ଼ାଇଦେଲେ ବ୍ରଜରାଜନଗର,୨୦।୩(ବିଜୟ ବରାଡ଼) ଝାରସୁଗୁଡ଼ା ଜିଲା ବ୍ରଜରାଜନଗର ମହାନଦୀ କୋଲଫିଲ୍ଡସ ଅଞ୍ଚଳରେ କୋଇଲା ଚୋରଙ୍କ ଦାଦାଗିରି ବଢ଼ିଚାଲିଛି। ରାୟଙ୍କ ବୟାନ ଅନୁଯାୟୀ, ଏମ୍ସିଏଲ୍ ଏକ ନମ୍ବର ବିହାର ବାଇକରେ ଆସି ସିକ୍ୟୁରିଟି ଇନଚାର୍ଜଙ୍କ ଉପରେ ବାଇକ୍ ଚଢ଼ାଇ ଦେଇଥିଲେ। ପୋଲିସ ଏ ନେଇ ମାମଲା ରୁଜୁ କରି ତଦନ୍ତ ଆରମ୍ଭ କରିଛି। ଝାରସୁଗୁଡ଼ା ଜିଲା ବ୍ରଜରାଜନଗର ମହାନଦୀ କୋଲଫିଲ୍ଡସ ଅଞ୍ଚଳରେ କୋଇଲା ଚୋରଙ୍କ ଦାଦାଗିରି ବଢ଼ିଚାଲିଛି। ରାୟଙ୍କ ବୟାନ ଅନୁଯାୟୀ, ଏମ୍ସିଏଲ୍ ଏକ ନମ୍ବର ବିହାର ବାଇକରେ ଆସି ସିକ୍ୟୁରିଟି ଇନଚାର୍ଜଙ୍କ ଉପରେ ବାଇକ୍ ଚଢ଼ାଇ ଦେଇଥିଲେ। ପୋଲିସ ଏ ନେଇ ମାମଲା ରୁଜୁ କରି ତଦନ୍ତ ଆରମ୍ଭ କରିଛି।: [218, 1349, 840, 1582]
children-photo: [218, 926, 840, 1101]
article-body: ଝାରସୁଗୁଡ଼ା ଜିଲା ନିର୍ବାଚନ ବିଭାଗ ପକ୍ଷରୁ ଭୋଟର ତାଳିକା ପ୍ରସ୍ତୁତି ଓ ପ୍ରଶିକ୍ଷଣ ସମ୍ପର୍କରେ ଏକ ସମୀକ୍ଷା ବୈଠକ ଅନୁଷ୍ଠିତ ହୋଇଯାଇଛି। ପ୍ରସ୍ତୁତି ଉଦେଶ୍ୟରେ ମୂଲ୍ୟାଙ୍କନ ଏଥିରେ କୌଣସି ପ୍ରକାରର ଶିଥିଳତା ବରଦାସ୍ତ ହେବ ନାହିଁ। ବ୍ରଜରାଜନଗର ଓ ଝାରସୁଗୁଡ଼ା ନିର୍ବାଚନ ମଣ୍ଡଳୀର ନିମ୍ନ ପ୍ରଦର୍ଶନକାରୀ ବୁଥ୍ ସ୍ତରୀୟ ଅଧିକାରୀଙ୍କୁ ସତର୍କ କରାଯାଇଛି।: [218, 1668, 628, 1758]
masthead: [8, 4, 1468, 80]
article-body: ଦେବଗଡ଼ ଜିଲା ରିଆମାଳ ଥାନା ଅଧୀନରେ ଯୁବକଙ୍କୁ ହତ୍ୟା ଘଟଣାରେ ପୋଲିସ ଅଭିଯୁକ୍ତଙ୍କୁ ଚାଲାଣ କରିଛି। ଅଭିଯୋଗ ଆଧାରରେ ପୋଲିସ ଘଟଣାର ତଦନ୍ତ ଜାରି ରଖିଛି।: [854, 1232, 1044, 1321]
brief-label: ସଂକ୍ଷେପରେ: [8, 127, 153, 157]
color-dot: [260, 2011, 270, 2021]
article-body: ଝାରସୁଗୁଡ଼ା ଜିଲାପାଳଙ୍କ କାର୍ଯ୍ୟାଳୟ ସମ୍ମିଳନୀ କକ୍ଷରେ ଏକଲବ୍ୟ ଆଦର୍ଶ ଆବାସିକ ବିଦ୍ୟାଳୟର ପରିଚାଳନା କମିଟି ବୈଠକ ଅନୁଷ୍ଠିତ ହୋଇଯାଇଛି। ବିଦ୍ୟାଳୟର ଶିକ୍ଷାଦାନ ପଦ୍ଧତି ଏବଂ ଭିତ୍ତିଭୂମି ସମ୍ପର୍କରେ ଆଲୋଚନା କରାଯାଇଥିଲା। ଅଭିଭାବକ ମତ ଉପସ୍ଥାପନ କରିଥିଲେ।: [854, 626, 1049, 771]
krushi-headline: ପ୍ରାଥମିକ କୃଷି ସମବାୟ ସମିତିର ବାର୍ଷିକ ସାଧାରଣ ସଭା: [1063, 540, 1430, 618]
main-area: [218, 125, 1468, 1991]
article-body: ଗ୍ରୀଷ୍ମ ଋତୁରେ ପାନୀୟ ଜଳ ଅଭାବ ନ ହେବା ପାଇଁ ଜିଲାପାଳଙ୍କ ଅଧ୍ୟକ୍ଷତାରେ ସମୀକ୍ଷା ବୈଠକ ଅନୁଷ୍ଠିତ ହୋଇଯାଇଛି। ଯୋଗେ ଜଳ ଯୋଗାଣର ଅଗ୍ରଗତି, ବନ୍ୟା ଅଭିଯୋଜନ ସମାଧାନ ଏବଂ ଜଳସମ୍ପଦ ଅଞ୍ଚଳରେ ପ୍ରଭାବ ଯୋଗେ ଜଳ ଯୋଗାଣ ପାଇଁ ହୋଇଥିବା ପ୍ରସ୍ତୁତି ସମ୍ପର୍କରେ ଆଲୋଚନା ହୋଇଥିଲା। ବିଭିନ୍ନ ପ୍ରକଳ୍ପର ଅଗ୍ରଗତି ସମୀକ୍ଷା କରାଯାଇଥିଲା। ଗ୍ରାମାଞ୍ଚଳରେ ନଳକୂପ ମରାମତି ଓ ନୂତନ ପାଇପ ଜଳ ଯୋଗାଣ ପ୍ରକଳ୍ପକୁ ଶୀଘ୍ର କାର୍ଯ୍ୟକ୍ଷମ କରିବାକୁ ନିର୍ଦ୍ଦେଶ ଦେଇଛନ୍ତି। ଏହି ବୈଠକରେ ଜିଲା ସ୍ତରୀୟ ଅଧିକାରୀ ଉପସ୍ଥିତ ଥିଲେ।: [842, 237, 1050, 492]
